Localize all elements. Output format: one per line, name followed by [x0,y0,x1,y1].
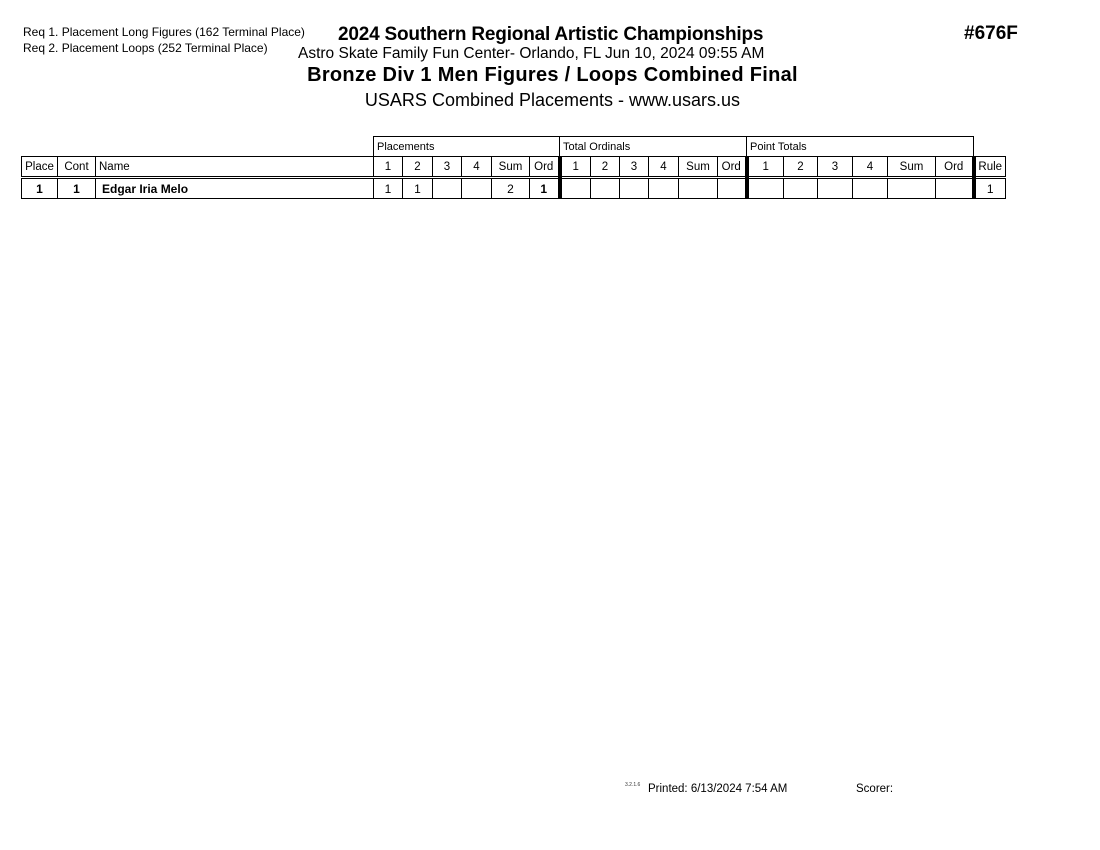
printed-timestamp: Printed: 6/13/2024 7:54 AM [648,783,788,795]
col-placement-sum: Sum [492,157,530,178]
group-point-totals: Point Totals [747,137,974,157]
cell-placement-2: 1 [403,178,433,199]
col-ordinal-2: 2 [591,157,620,178]
version-stamp: 3.2.1.6 [625,782,641,788]
cell-ordinal-sum [679,178,718,199]
cell-ordinal-3 [620,178,649,199]
cell-placement-1: 1 [374,178,403,199]
cell-skater-name: Edgar Iria Melo [96,178,374,199]
cell-cont: 1 [58,178,96,199]
col-points-2: 2 [784,157,818,178]
cell-points-2 [784,178,818,199]
col-points-sum: Sum [888,157,936,178]
cell-place: 1 [22,178,58,199]
col-points-ord: Ord [936,157,974,178]
col-ordinal-3: 3 [620,157,649,178]
scorer-label: Scorer: [856,783,894,795]
col-placement-1: 1 [374,157,403,178]
group-placements: Placements [374,137,560,157]
cell-points-3 [818,178,853,199]
group-total-ordinals: Total Ordinals [560,137,747,157]
results-table [21,136,1006,199]
table-row [22,178,1006,199]
cell-ordinal-2 [591,178,620,199]
venue-datetime: Astro Skate Family Fun Center- Orlando, FL Jun 10, 2024 09:55 AM [298,45,765,62]
col-placement-3: 3 [433,157,462,178]
column-header-row [22,157,1006,178]
col-ordinal-1: 1 [560,157,591,178]
cell-placement-4 [462,178,492,199]
cell-placement-sum: 2 [492,178,530,199]
cell-points-sum [888,178,936,199]
cell-points-4 [853,178,888,199]
col-placement-2: 2 [403,157,433,178]
cell-ordinal-4 [649,178,679,199]
cell-ordinal-1 [560,178,591,199]
col-cont: Cont [58,157,96,178]
event-title: Bronze Div 1 Men Figures / Loops Combined Final [307,64,798,86]
col-ordinal-4: 4 [649,157,679,178]
col-place: Place [22,157,58,178]
cell-points-ord [936,178,974,199]
col-placement-ord: Ord [530,157,560,178]
event-code: #676F [964,23,1018,44]
cell-rule: 1 [974,178,1006,199]
col-points-1: 1 [747,157,784,178]
col-ordinal-ord: Ord [718,157,747,178]
col-points-4: 4 [853,157,888,178]
cell-ordinal-ord [718,178,747,199]
competition-title: 2024 Southern Regional Artistic Championships [338,24,764,45]
report-subtitle: USARS Combined Placements - www.usars.us [364,90,741,110]
col-points-3: 3 [818,157,853,178]
group-header-row [22,137,1006,157]
cell-placement-ord: 1 [530,178,560,199]
requirement-2: Req 2. Placement Loops (252 Terminal Place) [23,41,268,55]
col-ordinal-sum: Sum [679,157,718,178]
cell-points-1 [747,178,784,199]
col-rule: Rule [974,157,1006,178]
cell-placement-3 [433,178,462,199]
col-placement-4: 4 [462,157,492,178]
col-name: Name [96,157,374,178]
requirement-1: Req 1. Placement Long Figures (162 Terminal Place) [23,25,305,39]
